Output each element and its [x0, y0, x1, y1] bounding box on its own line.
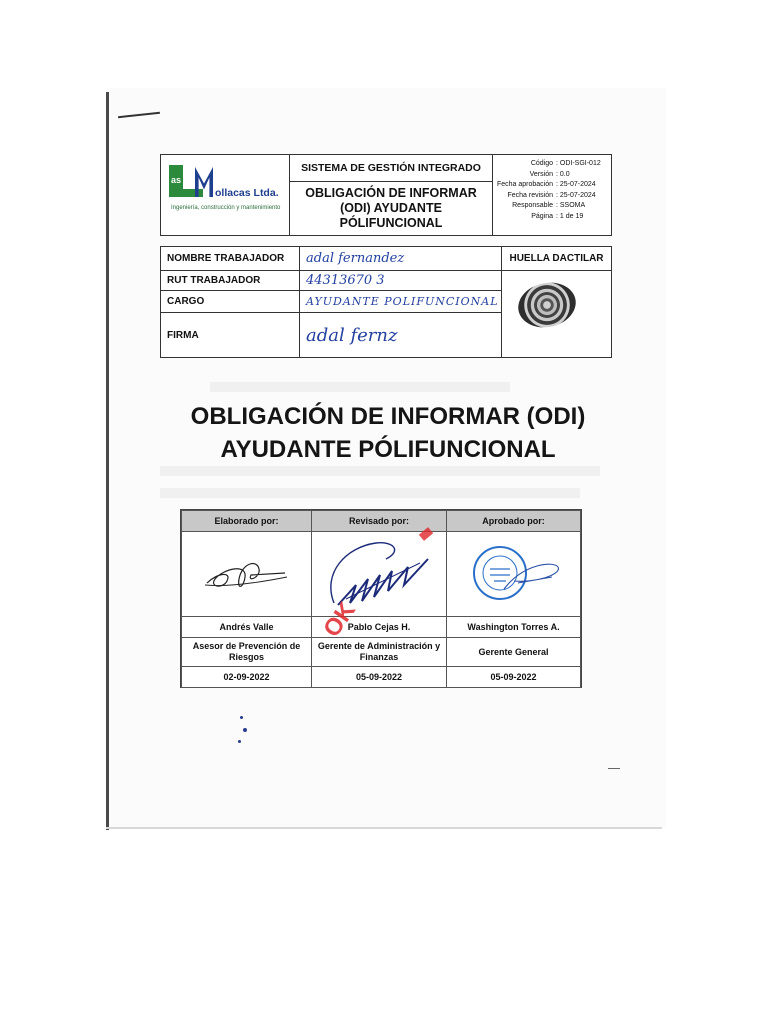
page-edge-shadow	[106, 92, 109, 830]
red-ok-stamp: OK	[318, 597, 361, 643]
meta-row: Fecha revisión : 25-07-2024	[507, 191, 596, 199]
main-title-line-2: AYUDANTE PÓLIFUNCIONAL	[220, 436, 556, 463]
signature-cell-aprobado	[447, 532, 581, 617]
name-elaborado: Andrés Valle	[182, 617, 312, 638]
handwritten-signature: adal fernz	[306, 324, 398, 346]
header-title-cell	[290, 155, 493, 235]
page-bottom-edge	[106, 827, 662, 829]
fingerprint-cell	[502, 247, 611, 357]
signature-cell-elaborado	[182, 532, 312, 617]
company-logo	[161, 155, 290, 235]
worker-row-name	[161, 247, 501, 271]
handwritten-cargo: AYUDANTE POLIFUNCIONAL	[306, 295, 499, 308]
field-label: RUT TRABAJADOR	[161, 271, 300, 290]
logo-letter-m	[195, 167, 213, 197]
field-label: CARGO	[161, 291, 300, 312]
fingerprint-area	[502, 271, 611, 357]
ink-speck	[238, 740, 241, 743]
header-elaborado: Elaborado por:	[182, 511, 312, 532]
header-revisado: Revisado por:	[312, 511, 447, 532]
document-metadata	[493, 155, 611, 235]
worker-fields	[161, 247, 502, 357]
document-header-table	[160, 154, 612, 236]
date-revisado: 05-09-2022	[312, 667, 447, 688]
bleed-through-line	[210, 382, 510, 392]
date-aprobado: 05-09-2022	[447, 667, 581, 688]
bleed-through-line	[160, 466, 600, 476]
role-aprobado: Gerente General	[447, 638, 581, 667]
date-elaborado: 02-09-2022	[182, 667, 312, 688]
meta-row: Código : ODI-SGI-012	[530, 160, 601, 167]
signature-cell-revisado	[312, 532, 447, 617]
approval-grid	[181, 510, 581, 688]
approval-table	[180, 509, 582, 688]
logo-tagline: Ingeniería, construcción y mantenimiento	[171, 205, 281, 211]
logo-las-text: as	[171, 175, 182, 185]
header-aprobado: Aprobado por:	[447, 511, 581, 532]
worker-row-cargo	[161, 291, 501, 313]
name-aprobado: Washington Torres A.	[447, 617, 581, 638]
handwritten-name: adal fernandez	[306, 251, 405, 266]
field-label: FIRMA	[161, 313, 300, 357]
ink-speck	[608, 768, 620, 769]
main-title-line-1: OBLIGACIÓN DE INFORMAR (ODI)	[190, 403, 586, 430]
handwritten-rut: 44313670 3	[306, 273, 385, 288]
field-label: NOMBRE TRABAJADOR	[161, 247, 300, 270]
fingerprint-label: HUELLA DACTILAR	[502, 247, 611, 271]
meta-row: Versión : 0.0	[529, 170, 570, 178]
meta-row: Fecha aprobación : 25-07-2024	[496, 181, 596, 188]
ink-speck	[243, 728, 247, 732]
system-title: SISTEMA DE GESTIÓN INTEGRADO	[290, 155, 492, 182]
ink-speck	[240, 716, 243, 719]
bleed-through-line	[160, 488, 580, 498]
name-revisado: Pablo Cejas H.	[312, 617, 447, 638]
signature-andres-valle	[187, 533, 307, 613]
meta-row: Página : 1 de 19	[531, 212, 584, 220]
role-elaborado: Asesor de Prevención de Riesgos	[182, 638, 312, 667]
company-stamp-and-signature	[454, 533, 574, 613]
worker-row-rut	[161, 271, 501, 291]
worker-row-firma	[161, 313, 501, 357]
meta-row: Responsable : SSOMA	[512, 202, 586, 209]
document-title: OBLIGACIÓN DE INFORMAR (ODI) AYUDANTE PÓLIFUNCIONAL	[305, 186, 477, 230]
main-title	[130, 400, 646, 466]
worker-info-table	[160, 246, 612, 358]
logo-company-name: ollacas Ltda.	[215, 187, 279, 199]
role-revisado: Gerente de Administración y Finanzas	[312, 638, 447, 667]
fingerprint-image	[514, 277, 580, 332]
